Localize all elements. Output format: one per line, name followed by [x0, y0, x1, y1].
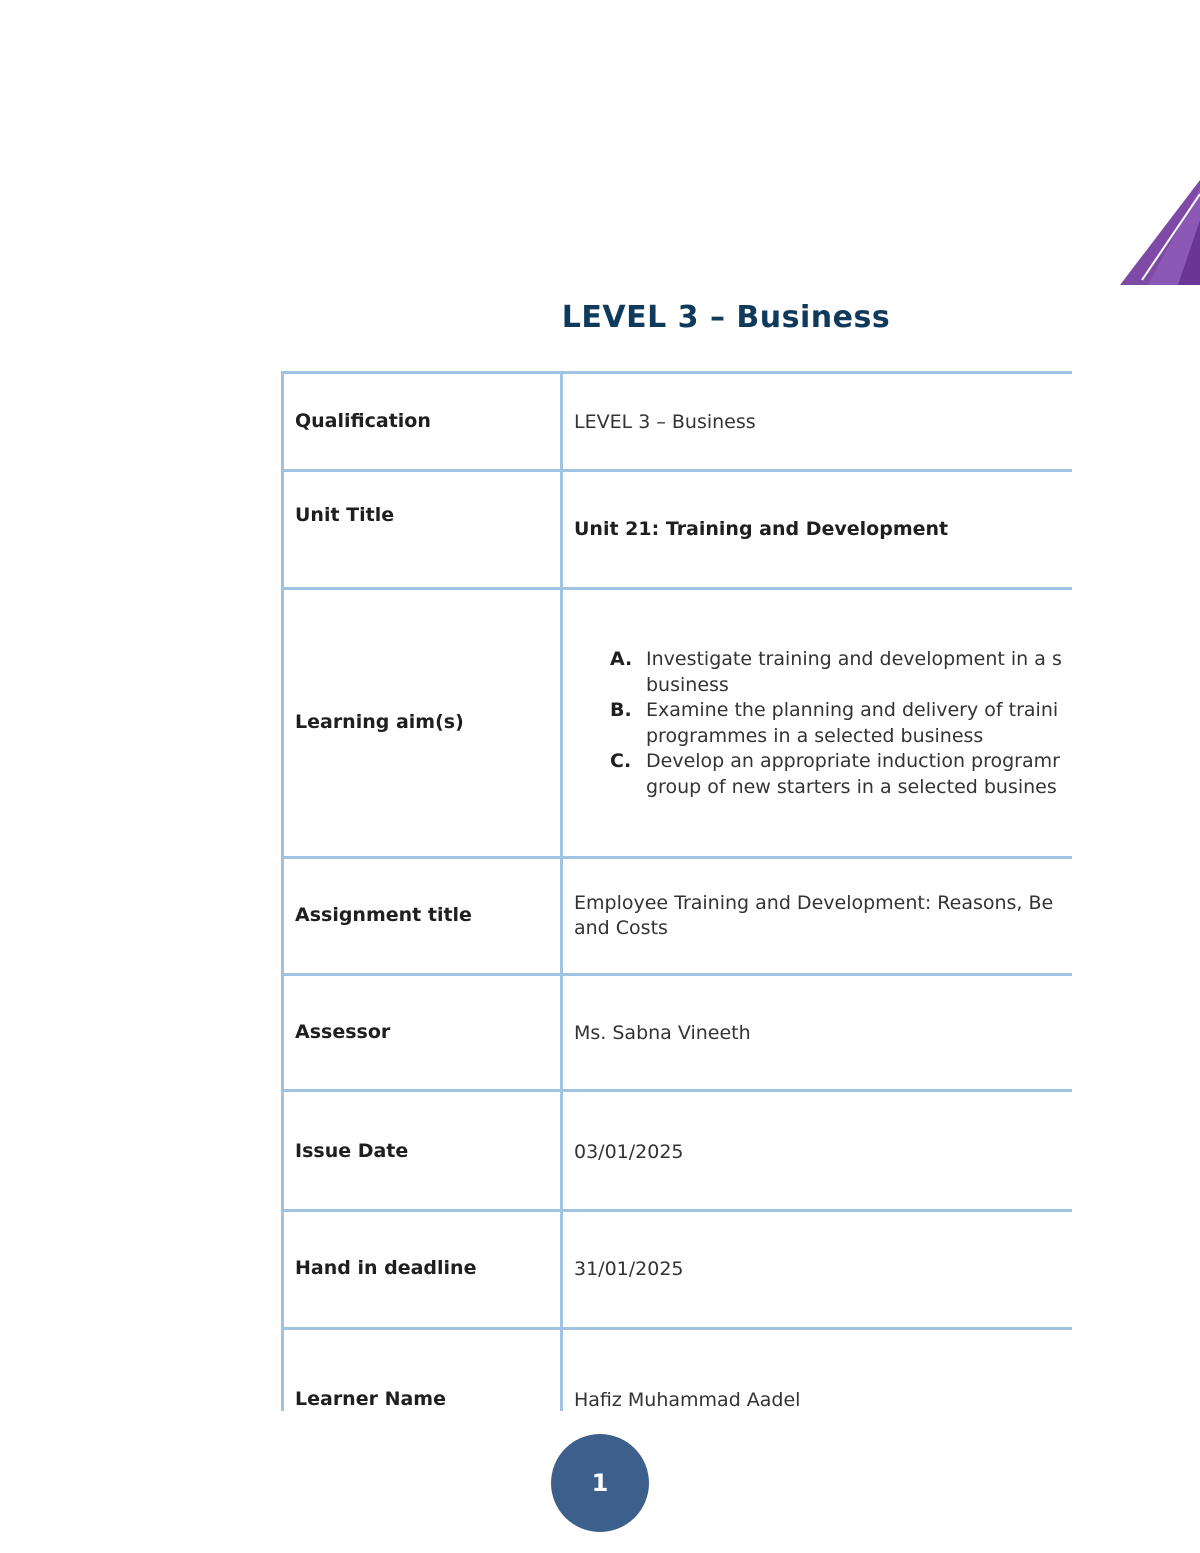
list-item-text: Investigate training and development in a s: [646, 648, 1062, 670]
list-item-text: programmes in a selected business: [646, 724, 984, 747]
assessor-value: Ms. Sabna Vineeth: [574, 1022, 751, 1044]
assessor-label: Assessor: [295, 1021, 391, 1043]
learner-name-label: Learner Name: [295, 1388, 446, 1410]
page-title: LEVEL 3 – Business: [561, 300, 891, 335]
learning-aims-label: Learning aim(s): [295, 711, 464, 733]
issue-date-label: Issue Date: [295, 1140, 409, 1162]
list-item-letter: C.: [610, 750, 632, 772]
list-item-text: Examine the planning and delivery of traini: [646, 699, 1059, 721]
row-divider: [281, 469, 1072, 472]
row-divider: [281, 1209, 1072, 1212]
list-item: [574, 698, 1072, 749]
list-item-letter: B.: [610, 699, 632, 721]
learning-aims-list: [574, 647, 1072, 800]
row-divider: [281, 587, 1072, 590]
list-item-text: group of new starters in a selected busines: [646, 775, 1057, 798]
row-divider: [281, 856, 1072, 859]
qualification-label: Qualification: [295, 410, 431, 432]
list-item-text: business: [646, 673, 729, 696]
row-divider: [281, 973, 1072, 976]
list-item: [574, 749, 1072, 800]
unit-title-value: Unit 21: Training and Development: [574, 518, 949, 540]
decorative-triangle: [1118, 180, 1200, 285]
issue-date-value: 03/01/2025: [574, 1141, 684, 1163]
learner-name-value: Hafiz Muhammad Aadel: [574, 1389, 801, 1411]
row-divider: [281, 1327, 1072, 1330]
deadline-label: Hand in deadline: [295, 1257, 477, 1279]
assignment-info-table: [281, 371, 1072, 1411]
assignment-title-line2: and Costs: [574, 917, 668, 939]
assignment-title-label: Assignment title: [295, 904, 472, 926]
row-divider: [281, 371, 1072, 374]
page-number-badge: 1: [551, 1434, 649, 1532]
unit-title-label: Unit Title: [295, 504, 395, 526]
list-item-letter: A.: [610, 648, 633, 670]
assignment-title-line1: Employee Training and Development: Reasons, Be: [574, 892, 1054, 914]
table-column-divider: [560, 371, 563, 1411]
deadline-value: 31/01/2025: [574, 1258, 684, 1280]
list-item: [574, 647, 1072, 698]
row-divider: [281, 1089, 1072, 1092]
table-border-left: [281, 371, 284, 1411]
list-item-text: Develop an appropriate induction programr: [646, 750, 1060, 772]
qualification-value: LEVEL 3 – Business: [574, 411, 756, 433]
